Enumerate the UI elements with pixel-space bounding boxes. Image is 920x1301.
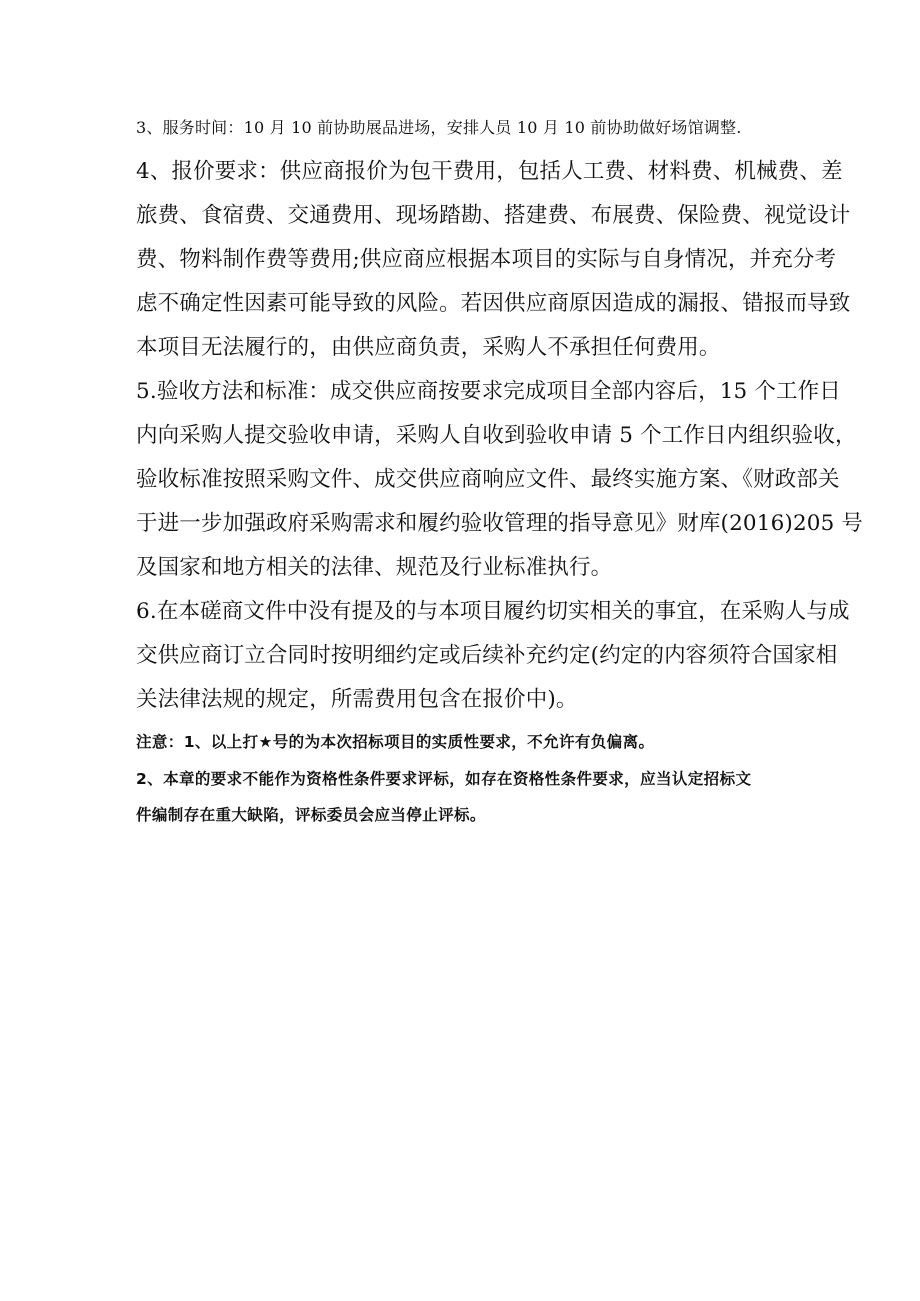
other-matters-line-1: 6.在本磋商文件中没有提及的与本项目履约切实相关的事宜，在采购人与成 [136, 599, 850, 624]
note-line-1: 注意：1、以上打★号的为本次招标项目的实质性要求，不允许有负偏离。 [136, 733, 655, 751]
quote-requirement-line-2: 旅费、食宿费、交通费用、现场踏勘、搭建费、布展费、保险费、视觉设计 [136, 203, 851, 228]
other-matters-line-2: 交供应商订立合同时按明细约定或后续补充约定(约定的内容须符合国家相 [136, 643, 838, 668]
acceptance-line-5: 及国家和地方相关的法律、规范及行业标准执行。 [136, 555, 613, 580]
acceptance-line-3: 验收标准按照采购文件、成交供应商响应文件、最终实施方案、《财政部关 [136, 467, 840, 492]
acceptance-line-4: 于进一步加强政府采购需求和履约验收管理的指导意见》财库(2016)205 号 [136, 511, 864, 536]
note-line-2: 2、本章的要求不能作为资格性条件要求评标，如存在资格性条件要求，应当认定招标文 [136, 770, 752, 788]
service-time-line: 3、服务时间：10 月 10 前协助展品进场，安排人员 10 月 10 前协助做好场馆调整. [136, 118, 742, 137]
quote-requirement-line-5: 本项目无法履行的，由供应商负责，采购人不承担任何费用。 [136, 335, 721, 360]
other-matters-line-3: 关法律法规的规定，所需费用包含在报价中)。 [136, 687, 578, 712]
quote-requirement-line-4: 虑不确定性因素可能导致的风险。若因供应商原因造成的漏报、错报而导致 [136, 291, 851, 316]
quote-requirement-line-1: 4、报价要求：供应商报价为包干费用，包括人工费、材料费、机械费、差 [136, 159, 843, 184]
quote-requirement-line-3: 费、物料制作费等费用;供应商应根据本项目的实际与自身情况，并充分考 [136, 247, 837, 272]
note-line-3: 件编制存在重大缺陷，评标委员会应当停止评标。 [136, 806, 486, 824]
acceptance-line-2: 内向采购人提交验收申请，采购人自收到验收申请 5 个工作日内组织验收， [136, 423, 857, 448]
acceptance-line-1: 5.验收方法和标准：成交供应商按要求完成项目全部内容后，15 个工作日 [136, 379, 841, 404]
